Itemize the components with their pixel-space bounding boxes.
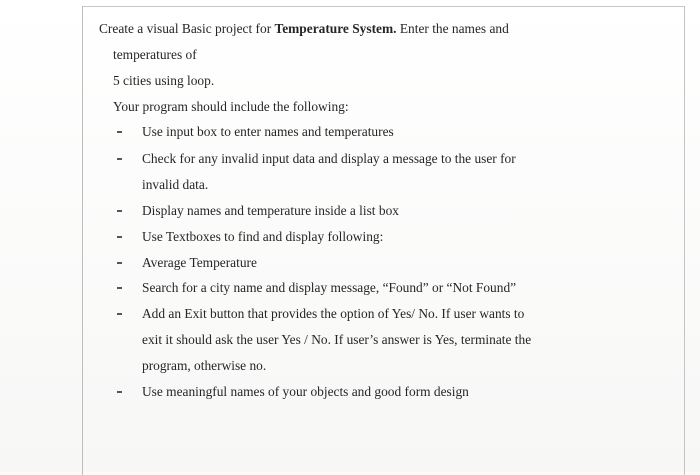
bullet-dash (117, 287, 122, 289)
bullet-dash (117, 236, 122, 238)
intro-bold-title: Temperature System. (274, 21, 397, 36)
bullet-item-text: Add an Exit button that provides the option of Yes/ No. If user wants to (142, 306, 525, 321)
bullet-dash (117, 262, 122, 264)
bullet-item-text: exit it should ask the user Yes / No. If user’s answer is Yes, terminate the (142, 332, 532, 347)
intro-suffix: Enter the names and (396, 21, 509, 36)
intro-line-4: Your program should include the following: (113, 99, 349, 114)
intro-prefix: Create a visual Basic project for (99, 21, 275, 36)
bullet-item-text: Use Textboxes to find and display following: (142, 229, 384, 244)
bullet-item-text: Check for any invalid input data and display a message to the user for (142, 151, 516, 166)
bullet-item-text: program, otherwise no. (142, 358, 267, 373)
bullet-item-text: Use meaningful names of your objects and good form design (142, 384, 469, 399)
bullet-dash (117, 210, 122, 212)
intro-line-3: 5 cities using loop. (113, 73, 215, 88)
intro-line-2: temperatures of (113, 47, 197, 62)
bullet-item-text: invalid data. (142, 177, 209, 192)
bullet-item-text: Display names and temperature inside a list box (142, 203, 399, 218)
bullet-dash (117, 391, 122, 393)
bullet-item-text: Use input box to enter names and temperatures (142, 124, 394, 139)
bullet-dash (117, 131, 122, 133)
bullet-item-text: Search for a city name and display message, “Found” or “Not Found” (142, 280, 517, 295)
bullet-item-text: Average Temperature (142, 255, 257, 270)
bullet-dash (117, 158, 122, 160)
intro-line-1 (99, 20, 509, 38)
bullet-dash (117, 313, 122, 315)
